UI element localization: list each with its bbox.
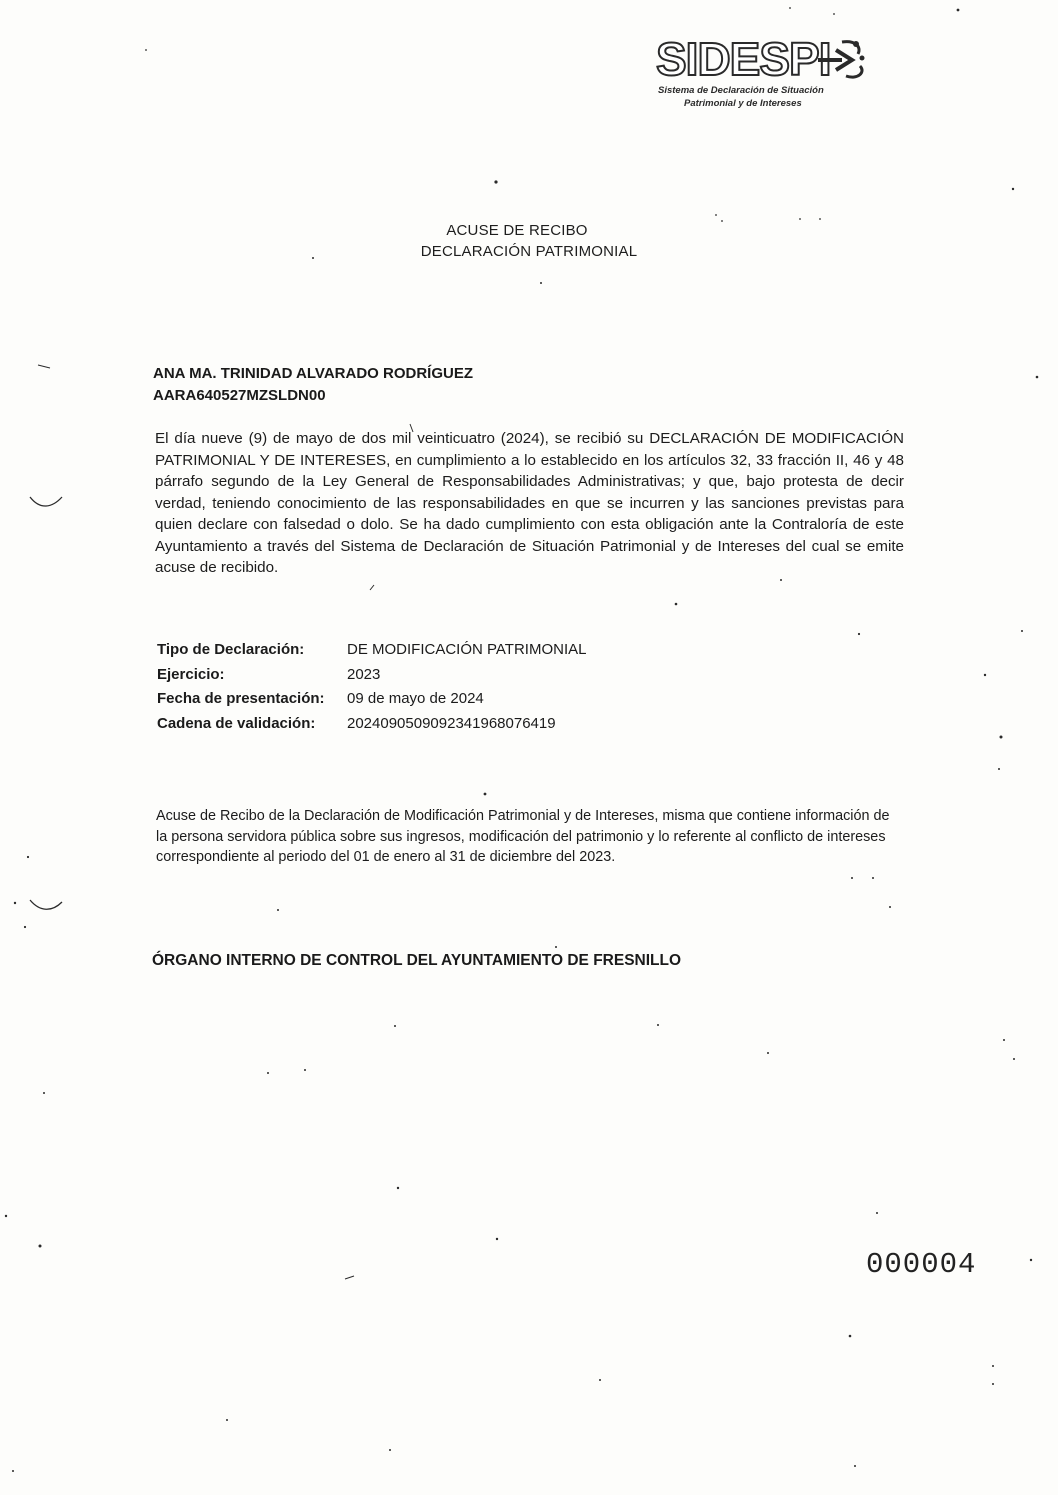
detail-row-type bbox=[157, 641, 757, 666]
detail-value: 09 de mayo de 2024 bbox=[347, 690, 484, 707]
detail-value: 2023 bbox=[347, 665, 381, 683]
issuing-organization: ÓRGANO INTERNO DE CONTROL DEL AYUNTAMIENTO DE FRESNILLO bbox=[152, 952, 682, 969]
detail-label: Fecha de presentación: bbox=[157, 690, 325, 707]
detail-row-date bbox=[157, 690, 757, 715]
detail-row-validation bbox=[157, 715, 757, 740]
detail-label: Tipo de Declaración: bbox=[157, 641, 305, 658]
summary-paragraph: Acuse de Recibo de la Declaración de Modificación Patrimonial y de Intereses, misma que contiene información de la persona servidora pública sobre sus ingresos, modificación del patrimonio y lo referente al conflicto de intereses correspondiente al periodo del 01 de enero al 31 de diciembre del 2023. bbox=[156, 808, 890, 865]
detail-label: Ejercicio: bbox=[157, 665, 225, 683]
folio-number: 000004 bbox=[866, 1248, 977, 1281]
document-title-line1: ACUSE DE RECIBO bbox=[446, 222, 588, 239]
sidespi-logo bbox=[652, 33, 872, 116]
logo-wordmark: SIDESPI bbox=[656, 33, 831, 85]
detail-row-exercise bbox=[157, 666, 757, 691]
receipt-paragraph: El día nueve (9) de mayo de dos mil veinticuatro (2024), se recibió su DECLARACIÓN DE MODIFICACIÓN PATRIMONIAL Y DE INTERESES, en cumplimiento a lo establecido en los artículos 32, 33 fracción II, 46 y 48 párrafo segundo de la Ley General de Responsabilidades Administrativas; y que, bajo protesta de decir verdad, teniendo conocimiento de las responsabilidades en que se incurren y las sanciones previstas para quien declare con falsedad o dolo. Se ha dado cumplimiento con esta obligación ante la Contraloría de este Ayuntamiento a través del Sistema de Declaración de Situación Patrimonial y de Intereses del cual se emite acuse de recibido. bbox=[155, 430, 904, 576]
detail-label: Cadena de validación: bbox=[157, 714, 316, 732]
logo-subtitle-line1: Sistema de Declaración de Situación bbox=[658, 85, 824, 96]
document-title-line2: DECLARACIÓN PATRIMONIAL bbox=[420, 243, 638, 260]
logo-arrow-icon bbox=[812, 36, 872, 84]
logo-subtitle-line2: Patrimonial y de Intereses bbox=[684, 98, 802, 109]
declaration-details bbox=[157, 641, 757, 739]
recipient-name: ANA MA. TRINIDAD ALVARADO RODRÍGUEZ bbox=[153, 365, 473, 382]
recipient-curp: AARA640527MZSLDN00 bbox=[153, 387, 326, 404]
detail-value: DE MODIFICACIÓN PATRIMONIAL bbox=[347, 641, 587, 658]
detail-value: 20240905090923419680764​19 bbox=[347, 714, 556, 732]
